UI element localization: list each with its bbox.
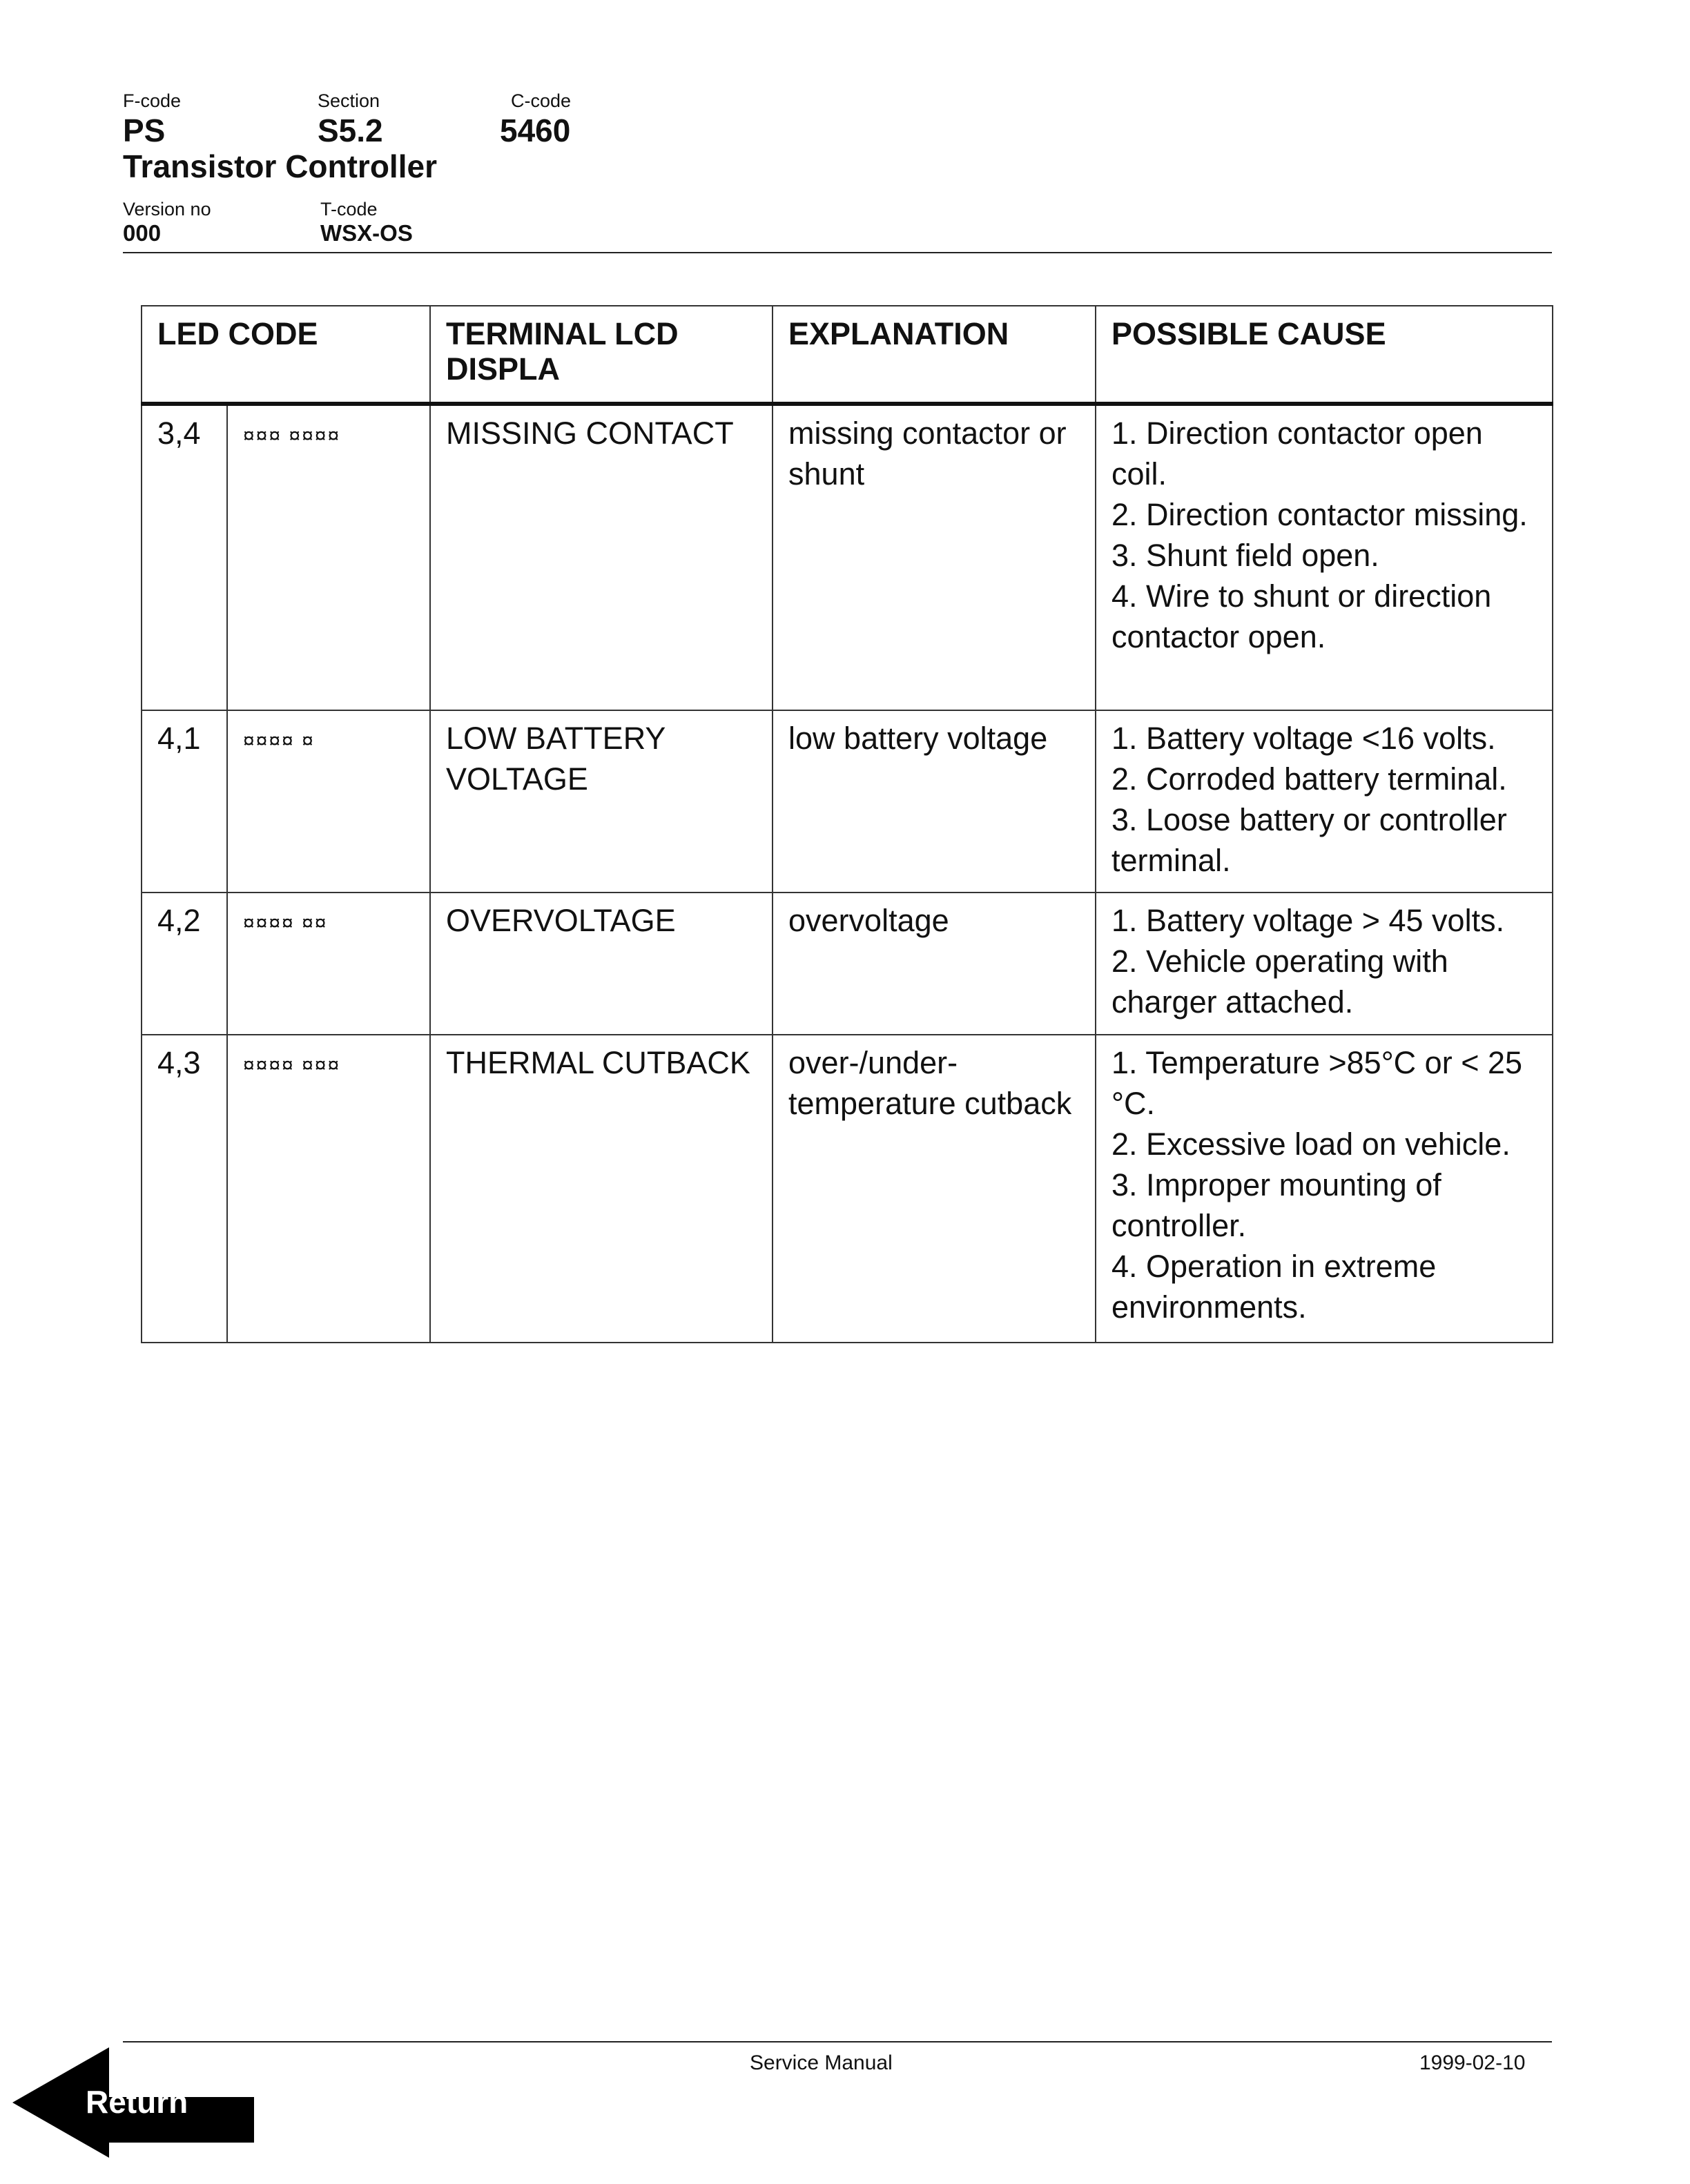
cause-item: 2. Corroded battery terminal. <box>1111 761 1507 797</box>
explanation-text: low battery voltage <box>773 710 1096 893</box>
version-label: Version no <box>123 199 211 220</box>
table-row <box>142 404 1553 710</box>
terminal-lcd-text: MISSING CONTACT <box>430 404 773 710</box>
footer-divider <box>123 2041 1552 2042</box>
cause-item: 1. Battery voltage <16 volts. <box>1111 721 1496 756</box>
section-label: Section <box>318 90 380 111</box>
possible-causes <box>1096 1035 1553 1343</box>
possible-causes <box>1096 710 1553 893</box>
cause-item: 3. Loose battery or controller terminal. <box>1111 802 1507 878</box>
explanation-text: over-/under-temperature cutback <box>773 1035 1096 1343</box>
header-possible-cause: POSSIBLE CAUSE <box>1096 306 1553 404</box>
return-button[interactable] <box>12 2047 254 2158</box>
cause-item: 4. Wire to shunt or direction contactor open. <box>1111 578 1492 654</box>
terminal-lcd-text: OVERVOLTAGE <box>430 893 773 1035</box>
cause-item: 3. Improper mounting of controller. <box>1111 1167 1441 1243</box>
terminal-lcd-text: THERMAL CUTBACK <box>430 1035 773 1343</box>
cause-item: 2. Direction contactor missing. <box>1111 497 1528 532</box>
cause-item: 1. Direction contactor open coil. <box>1111 416 1483 491</box>
tcode-label: T-code <box>320 199 378 220</box>
cause-item: 3. Shunt field open. <box>1111 538 1379 573</box>
cause-item: 1. Temperature >85°C or < 25 °C. <box>1111 1045 1523 1121</box>
explanation-text: overvoltage <box>773 893 1096 1035</box>
led-code: 3,4 <box>142 404 227 710</box>
explanation-text: missing contactor or shunt <box>773 404 1096 710</box>
cause-item: 1. Battery voltage > 45 volts. <box>1111 903 1505 938</box>
tcode-value: WSX-OS <box>320 220 413 246</box>
possible-causes <box>1096 404 1553 710</box>
table-header-row <box>142 306 1553 404</box>
footer-title: Service Manual <box>750 2051 893 2074</box>
ccode-value: 5460 <box>500 113 571 148</box>
header-explanation: EXPLANATION <box>773 306 1096 404</box>
return-label: Return <box>86 2084 188 2120</box>
led-blink-pattern: ¤¤¤ ¤¤¤¤ <box>227 404 430 710</box>
terminal-lcd-text: LOW BATTERY VOLTAGE <box>430 710 773 893</box>
fault-code-table <box>141 305 1553 1343</box>
led-blink-pattern: ¤¤¤¤ ¤¤ <box>227 893 430 1035</box>
led-blink-pattern: ¤¤¤¤ ¤ <box>227 710 430 893</box>
fcode-value: PS <box>123 113 166 148</box>
table-row <box>142 710 1553 893</box>
section-value: S5.2 <box>318 113 383 148</box>
possible-causes <box>1096 893 1553 1035</box>
version-value: 000 <box>123 220 162 246</box>
led-code: 4,1 <box>142 710 227 893</box>
footer-date: 1999-02-10 <box>1419 2051 1526 2074</box>
document-title: Transistor Controller <box>123 148 437 184</box>
fcode-label: F-code <box>123 90 182 111</box>
ccode-label: C-code <box>511 90 572 111</box>
header-divider <box>123 252 1552 253</box>
cause-item: 2. Excessive load on vehicle. <box>1111 1127 1511 1162</box>
cause-item: 2. Vehicle operating with charger attached. <box>1111 944 1448 1020</box>
led-code: 4,3 <box>142 1035 227 1343</box>
cause-item: 4. Operation in extreme environments. <box>1111 1249 1437 1325</box>
led-blink-pattern: ¤¤¤¤ ¤¤¤ <box>227 1035 430 1343</box>
led-code: 4,2 <box>142 893 227 1035</box>
header-led-code: LED CODE <box>142 306 430 404</box>
table-row <box>142 1035 1553 1343</box>
header-terminal-lcd: TERMINAL LCD DISPLA <box>430 306 773 404</box>
table-row <box>142 893 1553 1035</box>
